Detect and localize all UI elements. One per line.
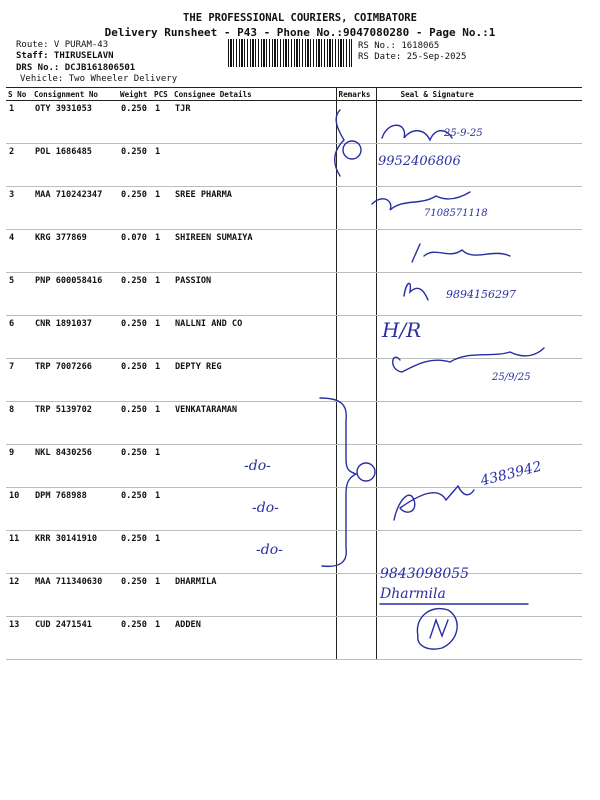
handwritten-phone-row5: 9894156297 [446, 288, 516, 301]
weight-cell: 0.250 [118, 144, 152, 187]
consignee-cell: NALLNI AND CO [172, 316, 336, 359]
consignee-cell: ADDEN [172, 617, 336, 660]
sno-cell: 8 [6, 402, 32, 445]
weight-cell: 0.250 [118, 574, 152, 617]
handwritten-ditto-row11: -do- [256, 542, 283, 558]
consignee-cell: VENKATARAMAN [172, 402, 336, 445]
handwritten-date-row7: 25/9/25 [492, 372, 531, 383]
pcs-cell: 1 [152, 187, 172, 230]
consignment-cell: TRP 7007266 [32, 359, 118, 402]
signature-row13 [417, 609, 457, 649]
consignment-cell: PNP 600058416 [32, 273, 118, 316]
sno-cell: 13 [6, 617, 32, 660]
signature-row5 [404, 283, 428, 300]
weight-cell: 0.250 [118, 273, 152, 316]
weight-cell: 0.250 [118, 359, 152, 402]
weight-cell: 0.250 [118, 445, 152, 488]
handwritten-name-row12: Dharmila [380, 586, 446, 602]
rs-date: RS Date: 25-Sep-2025 [358, 52, 467, 62]
weight-cell: 0.250 [118, 101, 152, 144]
route-label: Route: V PURAM-43 [16, 40, 109, 50]
sno-cell: 6 [6, 316, 32, 359]
consignee-cell: SHIREEN SUMAIYA [172, 230, 336, 273]
consignment-cell: KRG 377869 [32, 230, 118, 273]
col-header-weight: Weight [118, 88, 152, 101]
signature-row7 [393, 348, 544, 372]
drs-number: DRS No.: DCJB161806501 [16, 63, 136, 73]
col-header-sno: S No [6, 88, 32, 101]
consignment-cell: OTY 3931053 [32, 101, 118, 144]
col-header-seal-signature: Seal & Signature [376, 88, 582, 101]
vehicle-label: Vehicle: Two Wheeler Delivery [20, 74, 178, 84]
consignment-cell: DPM 768988 [32, 488, 118, 531]
sno-cell: 1 [6, 101, 32, 144]
consignee-cell: PASSION [172, 273, 336, 316]
consignment-cell: POL 1686485 [32, 144, 118, 187]
runsheet-subtitle: Delivery Runsheet - P43 - Phone No.:9047080280 - Page No.:1 [104, 26, 496, 39]
staff-label: Staff: THIRUSELAVN [16, 51, 114, 61]
consignee-cell: DHARMILA [172, 574, 336, 617]
sno-cell: 3 [6, 187, 32, 230]
consignment-cell: NKL 8430256 [32, 445, 118, 488]
pcs-cell: 1 [152, 273, 172, 316]
handwritten-ditto-row9: -do- [244, 458, 271, 474]
pcs-cell: 1 [152, 359, 172, 402]
consignment-cell: CUD 2471541 [32, 617, 118, 660]
signature-row4 [412, 244, 510, 262]
col-header-consignment: Consignment No [32, 88, 118, 101]
handwritten-phone-row12: 9843098055 [380, 566, 470, 582]
pcs-cell: 1 [152, 316, 172, 359]
consignment-cell: TRP 5139702 [32, 402, 118, 445]
pcs-cell: 1 [152, 574, 172, 617]
sno-cell: 2 [6, 144, 32, 187]
weight-cell: 0.250 [118, 402, 152, 445]
col-header-remarks: Remarks [336, 88, 376, 101]
circled-mark-row9 [357, 463, 375, 481]
sno-cell: 11 [6, 531, 32, 574]
sno-cell: 10 [6, 488, 32, 531]
handwritten-number-row9: 4383942 [478, 458, 544, 490]
weight-cell: 0.250 [118, 187, 152, 230]
consignment-cell: CNR 1891037 [32, 316, 118, 359]
sno-cell: 9 [6, 445, 32, 488]
sno-cell: 7 [6, 359, 32, 402]
signature-row10 [394, 486, 474, 520]
sno-cell: 12 [6, 574, 32, 617]
weight-cell: 0.250 [118, 488, 152, 531]
signature-row1 [382, 125, 452, 140]
consignee-cell: SREE PHARMA [172, 187, 336, 230]
handwritten-phone-row2: 9952406806 [378, 154, 461, 169]
consignment-cell: MAA 711340630 [32, 574, 118, 617]
handwritten-date-row1: 25-9-25 [444, 128, 483, 139]
bracket-rows-8-11 [320, 398, 356, 566]
consignment-cell: KRR 30141910 [32, 531, 118, 574]
col-header-consignee: Consignee Details [172, 88, 336, 101]
pcs-cell: 1 [152, 144, 172, 187]
pcs-cell: 1 [152, 230, 172, 273]
bracket-rows-1-2 [335, 110, 344, 176]
weight-cell: 0.250 [118, 316, 152, 359]
sno-cell: 5 [6, 273, 32, 316]
handwritten-phone-row3: 7108571118 [424, 208, 488, 219]
weight-cell: 0.250 [118, 531, 152, 574]
pcs-cell: 1 [152, 402, 172, 445]
col-header-pcs: PCS [152, 88, 172, 101]
rs-number: RS No.: 1618065 [358, 41, 440, 51]
circled-mark-row2 [343, 141, 361, 159]
pcs-cell: 1 [152, 531, 172, 574]
sno-cell: 4 [6, 230, 32, 273]
consignment-cell: MAA 710242347 [32, 187, 118, 230]
pcs-cell: 1 [152, 445, 172, 488]
weight-cell: 0.070 [118, 230, 152, 273]
pcs-cell: 1 [152, 101, 172, 144]
pcs-cell: 1 [152, 488, 172, 531]
pcs-cell: 1 [152, 617, 172, 660]
handwritten-hr-row6: H/R [382, 318, 422, 342]
consignee-cell: TJR [172, 101, 336, 144]
handwritten-ditto-row10: -do- [252, 500, 279, 516]
weight-cell: 0.250 [118, 617, 152, 660]
consignee-cell: DEPTY REG [172, 359, 336, 402]
company-title: THE PROFESSIONAL COURIERS, COIMBATORE [183, 12, 417, 24]
